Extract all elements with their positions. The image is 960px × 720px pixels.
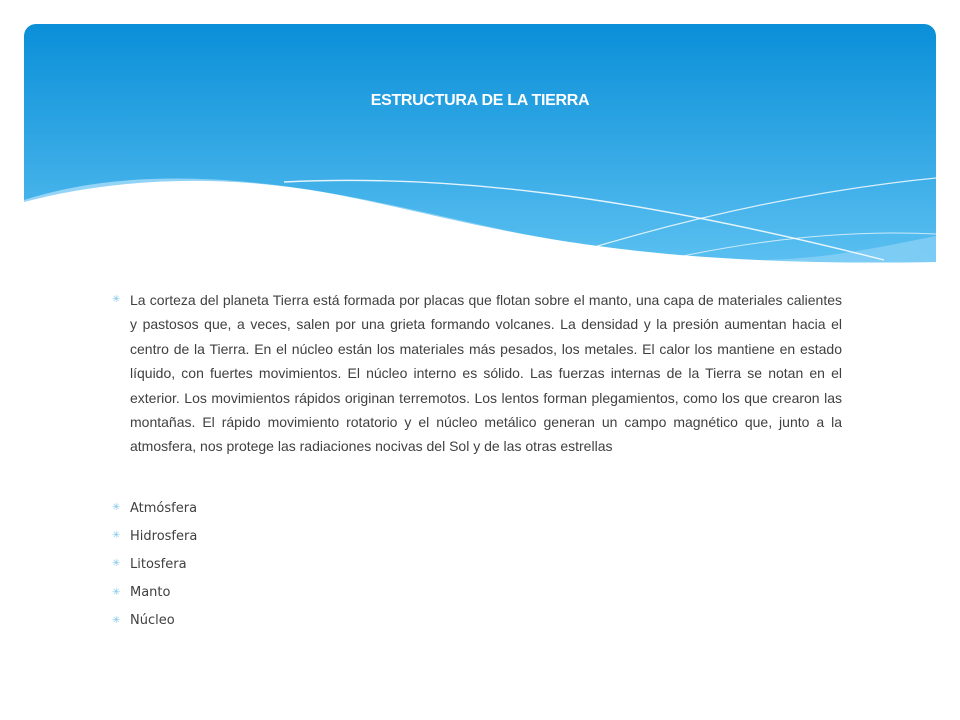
asterisk-bullet-icon: ✳: [112, 530, 121, 542]
asterisk-bullet-icon: ✳: [112, 614, 121, 626]
layer-label: Núcleo: [130, 613, 175, 629]
asterisk-bullet-icon: ✳: [112, 586, 121, 598]
asterisk-bullet-icon: ✳: [112, 294, 121, 305]
layer-label: Manto: [130, 585, 171, 601]
list-item: [112, 522, 197, 550]
body-paragraph: La corteza del planeta Tierra está formada por placas que flotan sobre el manto, una capa de materiales calientes y pastosos que, a veces, salen por una grieta formando volcanes. La densidad y la presión aumentan hacia el centro de la Tierra. En el núcleo están los materiales más pesados, los metales. El calor los mantiene en estado líquido, con fuertes movimientos. El núcleo interno es sólido. Las fuerzas internas de la Tierra se notan en el exterior. Los movimientos rápidos originan terremotos. Los lentos forman plegamientos, como los que crearon las montañas. El rápido movimiento rotatorio y el núcleo metálico generan un campo magnético que, junto a la atmosfera, nos protege las radiaciones nocivas del Sol y de las otras estrellas: [130, 292, 842, 455]
paragraph-item: [112, 288, 852, 459]
content-area: [112, 288, 852, 459]
layer-label: Litosfera: [130, 556, 187, 572]
list-item: [112, 550, 197, 578]
earth-layers-list: [112, 494, 197, 635]
slide-title: ESTRUCTURA DE LA TIERRA: [370, 92, 590, 109]
wave-background: [24, 24, 936, 274]
list-item: [112, 607, 197, 635]
header-banner: [24, 24, 936, 274]
list-item: [112, 579, 197, 607]
list-item: [112, 494, 197, 522]
layer-label: Hidrosfera: [130, 528, 198, 544]
layer-label: Atmósfera: [130, 500, 198, 516]
asterisk-bullet-icon: ✳: [112, 558, 121, 570]
asterisk-bullet-icon: ✳: [112, 502, 121, 514]
